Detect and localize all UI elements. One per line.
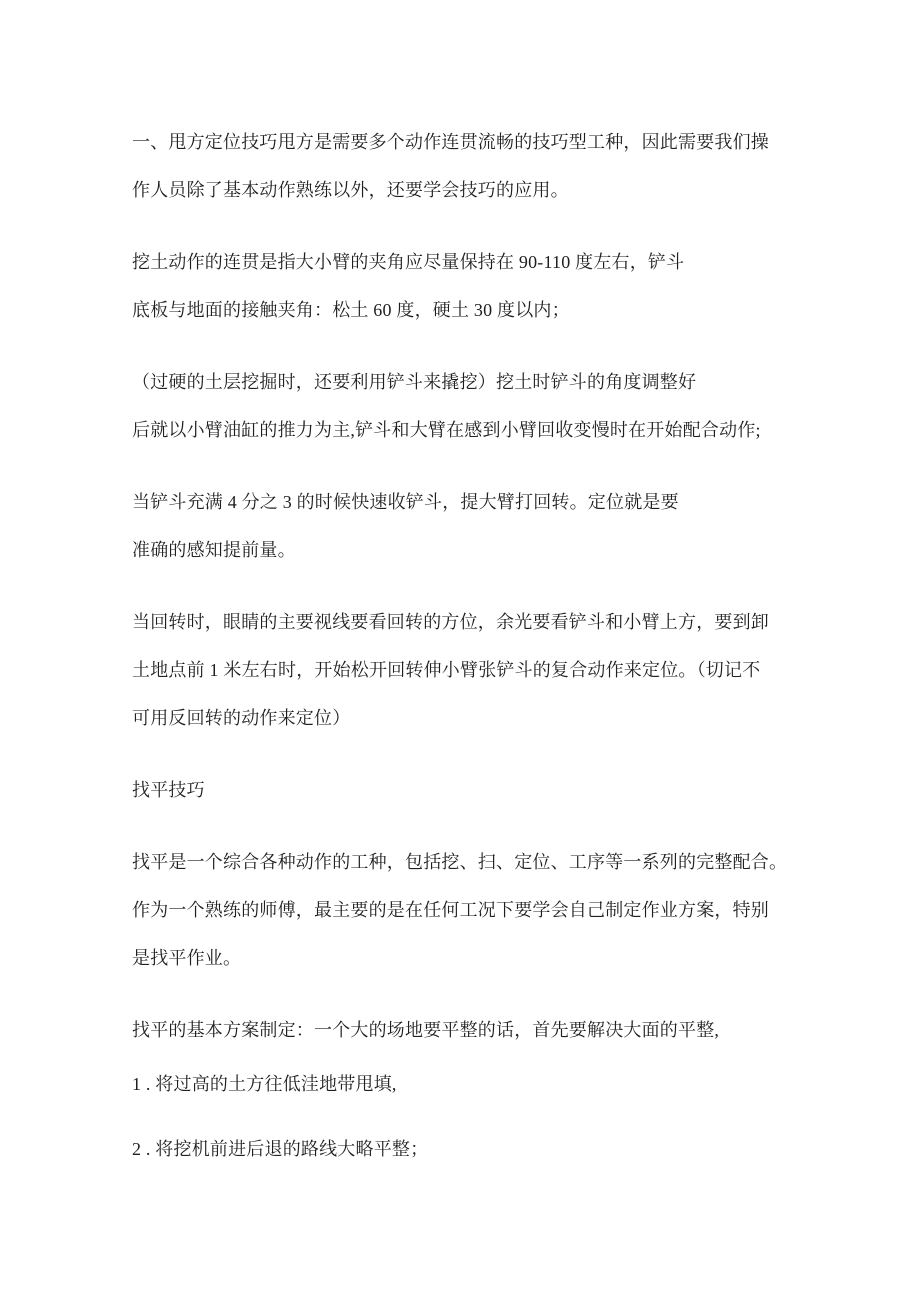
text-line: 当铲斗充满 4 分之 3 的时候快速收铲斗，提大臂打回转。定位就是要	[132, 492, 679, 512]
text-line: 土地点前 1 米左右时，开始松开回转伸小臂张铲斗的复合动作来定位。（切记不	[132, 660, 761, 680]
list-item-1	[132, 1060, 812, 1108]
text-line: 作人员除了基本动作熟练以外，还要学会技巧的应用。	[132, 180, 569, 200]
text-line: 找平是一个综合各种动作的工种，包括挖、扫、定位、工序等一系列的完整配合。	[132, 852, 788, 872]
paragraph-dig-angle	[132, 238, 812, 334]
paragraph-hard-soil	[132, 358, 812, 454]
section-heading-leveling	[132, 766, 812, 814]
text-line: 可用反回转的动作来定位）	[132, 708, 351, 728]
text-line: 作为一个熟练的师傅，最主要的是在任何工况下要学会自己制定作业方案，特别	[132, 900, 769, 920]
text-line: 当回转时，眼睛的主要视线要看回转的方位，余光要看铲斗和小臂上方，要到卸	[132, 612, 769, 632]
list-item-2	[132, 1125, 812, 1173]
paragraph-bucket-full	[132, 478, 812, 574]
paragraph-swing-positioning	[132, 598, 812, 742]
paragraph-leveling-overview	[132, 838, 812, 982]
text-line: 1 . 将过高的土方往低洼地带甩填,	[132, 1074, 397, 1094]
text-line: 是找平作业。	[132, 948, 242, 968]
text-line: 找平的基本方案制定：一个大的场地要平整的话，首先要解决大面的平整,	[132, 1020, 720, 1040]
text-line: 准确的感知提前量。	[132, 540, 296, 560]
text-line: 后就以小臂油缸的推力为主,铲斗和大臂在感到小臂回收变慢时在开始配合动作;	[132, 420, 761, 440]
paragraph-intro	[132, 118, 812, 214]
text-line: 底板与地面的接触夹角：松土 60 度，硬土 30 度以内；	[132, 300, 570, 320]
paragraph-leveling-plan	[132, 1006, 812, 1054]
text-line: 一、甩方定位技巧甩方是需要多个动作连贯流畅的技巧型工种，因此需要我们操	[132, 132, 769, 152]
text-line: （过硬的土层挖掘时，还要利用铲斗来撬挖）挖土时铲斗的角度调整好	[132, 372, 697, 392]
text-line: 2 . 将挖机前进后退的路线大略平整；	[132, 1139, 429, 1159]
text-line: 找平技巧	[132, 780, 205, 800]
text-line: 挖土动作的连贯是指大小臂的夹角应尽量保持在 90-110 度左右，铲斗	[132, 252, 685, 272]
